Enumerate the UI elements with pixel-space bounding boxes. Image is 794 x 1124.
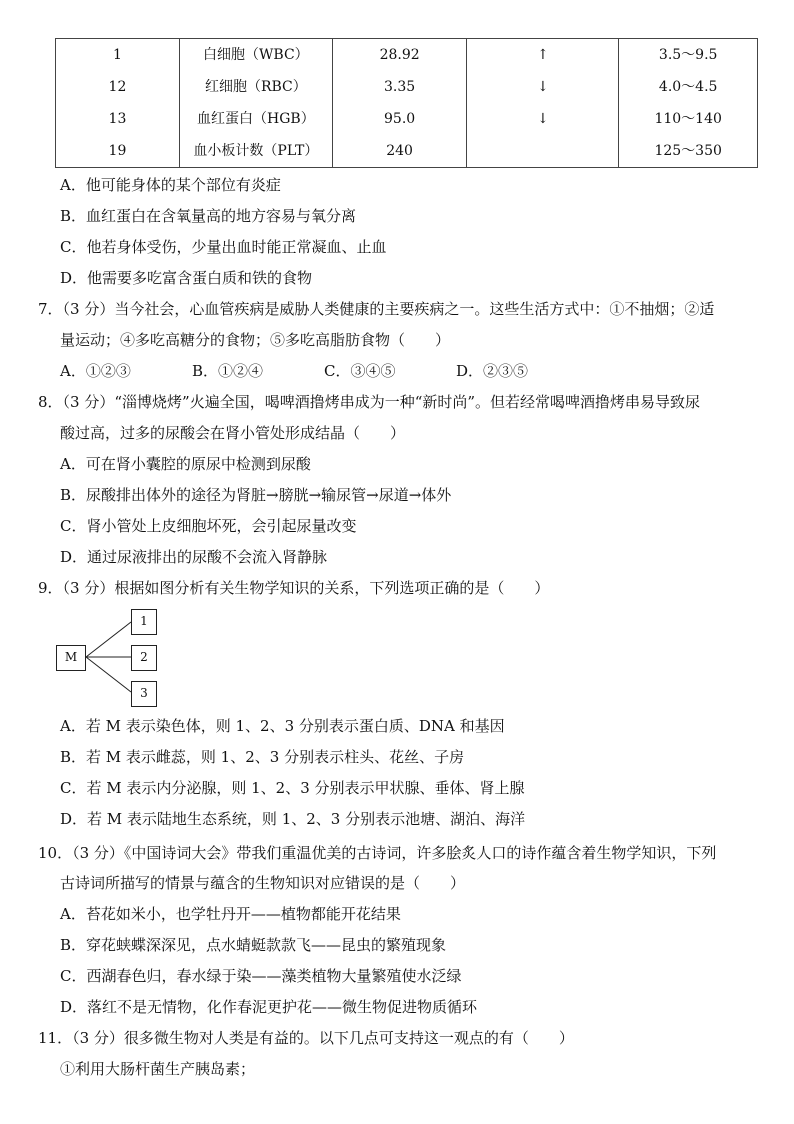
q7-option-a: A．①②③ xyxy=(60,362,131,380)
q9-option-a: A．若 M 表示染色体，则 1、2、3 分别表示蛋白质、DNA 和基因 xyxy=(60,717,505,735)
blood-test-table xyxy=(55,38,758,168)
test-item: 白细胞（WBC） xyxy=(179,39,332,72)
row-number: 19 xyxy=(56,135,180,168)
connector-line-3 xyxy=(86,657,131,692)
q7-options xyxy=(60,361,588,381)
row-number: 1 xyxy=(56,39,180,72)
test-item: 血小板计数（PLT） xyxy=(179,135,332,168)
q8-stem-line2: 酸过高，过多的尿酸会在肾小管处形成结晶（ ） xyxy=(60,424,406,442)
q9-option-d: D．若 M 表示陆地生态系统，则 1、2、3 分别表示池塘、湖泊、海洋 xyxy=(60,810,526,828)
q10-option-b: B．穿花蛱蝶深深见，点水蜻蜓款款飞——昆虫的繁殖现象 xyxy=(60,936,447,954)
q6-option-b: B．血红蛋白在含氧量高的地方容易与氧分离 xyxy=(60,207,357,225)
test-value: 95.0 xyxy=(332,103,467,135)
test-item: 血红蛋白（HGB） xyxy=(179,103,332,135)
q7-option-c: C．③④⑤ xyxy=(324,362,396,380)
row-number: 12 xyxy=(56,71,180,103)
test-value: 28.92 xyxy=(332,39,467,72)
table-row xyxy=(56,39,758,72)
q9-stem: 9．（3 分）根据如图分析有关生物学知识的关系，下列选项正确的是（ ） xyxy=(38,579,550,597)
reference-range: 4.0～4.5 xyxy=(619,71,758,103)
q7-stem-line1: 7．（3 分）当今社会，心血管疾病是威胁人类健康的主要疾病之一。这些生活方式中：①不抽烟；②适 xyxy=(38,300,715,318)
table-row xyxy=(56,135,758,168)
test-item: 红细胞（RBC） xyxy=(179,71,332,103)
flag-arrow: ↓ xyxy=(467,103,619,135)
q7-stem-line2: 量运动；④多吃高糖分的食物；⑤多吃高脂肪食物（ ） xyxy=(60,331,451,349)
q7-option-b: B．①②④ xyxy=(192,362,264,380)
q9-option-b: B．若 M 表示雌蕊，则 1、2、3 分别表示柱头、花丝、子房 xyxy=(60,748,465,766)
flag-arrow xyxy=(467,135,619,168)
node-2: 2 xyxy=(131,645,157,671)
node-3: 3 xyxy=(131,681,157,707)
node-m: M xyxy=(56,645,86,671)
q8-option-c: C．肾小管处上皮细胞坏死，会引起尿量改变 xyxy=(60,517,357,535)
m-branch-diagram xyxy=(55,606,165,708)
node-1: 1 xyxy=(131,609,157,635)
test-value: 240 xyxy=(332,135,467,168)
test-value: 3.35 xyxy=(332,71,467,103)
q8-option-b: B．尿酸排出体外的途径为肾脏→膀胱→输尿管→尿道→体外 xyxy=(60,486,452,504)
q10-stem-line2: 古诗词所描写的情景与蕴含的生物知识对应错误的是（ ） xyxy=(60,874,466,892)
q6-option-d: D．他需要多吃富含蛋白质和铁的食物 xyxy=(60,269,313,287)
q9-option-c: C．若 M 表示内分泌腺，则 1、2、3 分别表示甲状腺、垂体、肾上腺 xyxy=(60,779,525,797)
table-row xyxy=(56,103,758,135)
q10-option-d: D．落红不是无情物，化作春泥更护花——微生物促进物质循环 xyxy=(60,998,478,1016)
q11-item-1: ①利用大肠杆菌生产胰岛素； xyxy=(60,1060,256,1078)
table-row xyxy=(56,71,758,103)
q8-stem-line1: 8．（3 分）“淄博烧烤”火遍全国，喝啤酒撸烤串成为一种“新时尚”。但若经常喝啤酒撸烤串易导致尿 xyxy=(38,393,701,411)
flag-arrow: ↓ xyxy=(467,71,619,103)
row-number: 13 xyxy=(56,103,180,135)
q10-stem-line1: 10．（3 分）《中国诗词大会》带我们重温优美的古诗词，许多脍炙人口的诗作蕴含着生物学知识，下列 xyxy=(38,844,717,862)
q7-option-d: D．②③⑤ xyxy=(456,362,529,380)
reference-range: 110～140 xyxy=(619,103,758,135)
reference-range: 125～350 xyxy=(619,135,758,168)
q6-option-a: A．他可能身体的某个部位有炎症 xyxy=(60,176,281,194)
connector-line-1 xyxy=(86,622,131,657)
q10-option-c: C．西湖春色归，春水绿于染——藻类植物大量繁殖使水泛绿 xyxy=(60,967,462,985)
q11-stem: 11．（3 分）很多微生物对人类是有益的。以下几点可支持这一观点的有（ ） xyxy=(38,1029,574,1047)
q6-option-c: C．他若身体受伤，少量出血时能正常凝血、止血 xyxy=(60,238,387,256)
q8-option-d: D．通过尿液排出的尿酸不会流入肾静脉 xyxy=(60,548,328,566)
reference-range: 3.5～9.5 xyxy=(619,39,758,72)
flag-arrow: ↑ xyxy=(467,39,619,72)
q8-option-a: A．可在肾小囊腔的原尿中检测到尿酸 xyxy=(60,455,311,473)
q10-option-a: A．苔花如米小，也学牡丹开——植物都能开花结果 xyxy=(60,905,401,923)
